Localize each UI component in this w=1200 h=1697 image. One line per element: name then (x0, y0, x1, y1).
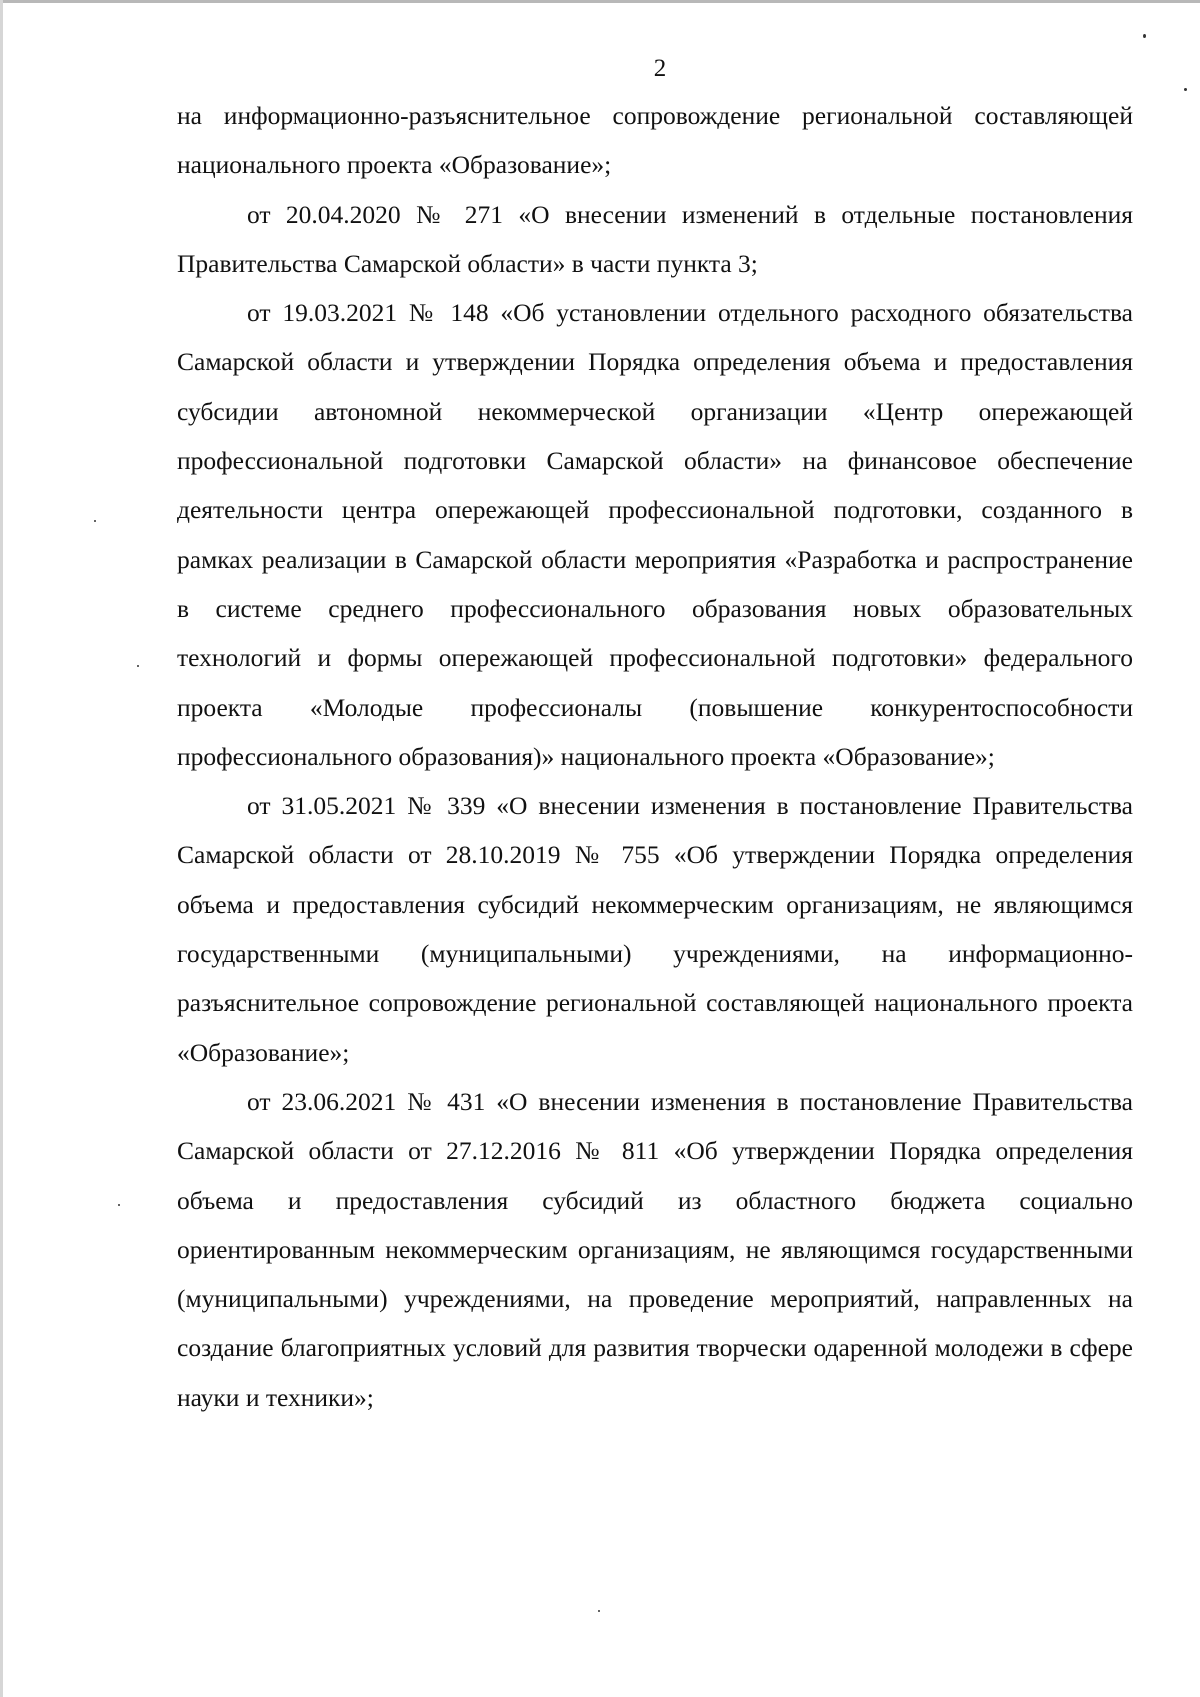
paragraph-resolution-339: от 31.05.2021 № 339 «О внесении изменения в постановление Правительства Самарской области от 28.10.2019 № 755 «Об утверждении Порядка определения объема и предоставления субсидий некоммерческим организациям, не являющимся государственными (муниципальными) учреждениями, на информационно-разъяснительное сопровождение региональной составляющей национального проекта «Образование»; (177, 791, 1133, 1067)
scan-speck (118, 1204, 120, 1206)
scan-speck (1184, 88, 1187, 91)
paragraph-resolution-148: от 19.03.2021 № 148 «Об установлении отдельного расходного обязательства Самарской области и утверждении Порядка определения объема и предоставления субсидии автономной некоммерческой организации «Центр опережающей профессиональной подготовки Самарской области» на финансовое обеспечение деятельности центра опережающей профессиональной подготовки, созданного в рамках реализации в Самарской области мероприятия «Разработка и распространение в системе среднего профессионального образования новых образовательных технологий и формы опережающей профессиональной подготовки» федерального проекта «Молодые профессионалы (повышение конкурентоспособности профессионального образования)» национального проекта «Образование»; (177, 298, 1133, 771)
document-body (177, 91, 1133, 1422)
paragraph-resolution-431: от 23.06.2021 № 431 «О внесении изменения в постановление Правительства Самарской области от 27.12.2016 № 811 «Об утверждении Порядка определения объема и предоставления субсидий из областного бюджета социально ориентированным некоммерческим организациям, не являющимся государственными (муниципальными) учреждениями, на проведение мероприятий, направленных на создание благоприятных условий для развития творчески одаренной молодежи в сфере науки и техники»; (177, 1086, 1133, 1412)
page-number: 2 (653, 55, 667, 82)
scan-top-edge (0, 0, 1200, 3)
scan-speck (598, 1610, 600, 1612)
scan-speck (137, 665, 139, 667)
scan-speck (1143, 34, 1146, 38)
scan-left-edge (0, 0, 3, 1697)
scan-speck (94, 520, 96, 522)
paragraph-resolution-271: от 20.04.2020 № 271 «О внесении изменений в отдельные постановления Правительства Самарской области» в части пункта 3; (177, 199, 1133, 278)
paragraph-continuation: на информационно-разъяснительное сопровождение региональной составляющей национального проекта «Образование»; (177, 101, 1133, 180)
